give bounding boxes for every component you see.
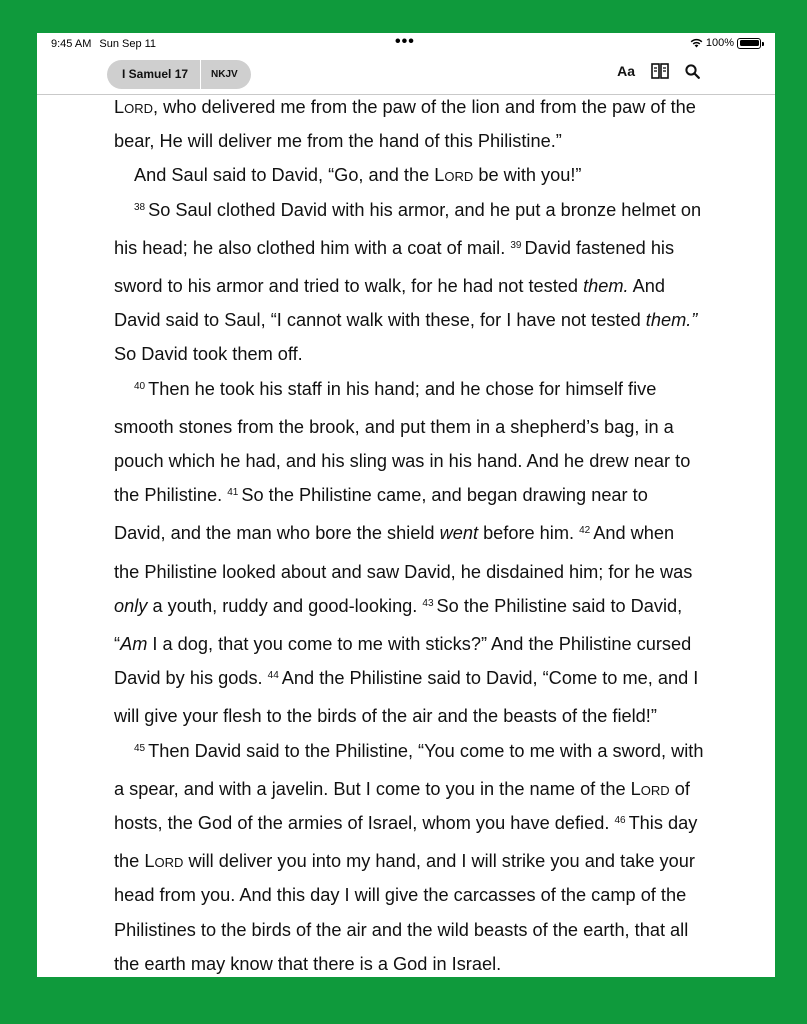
lord-text: Lord bbox=[434, 165, 474, 186]
battery-icon bbox=[737, 38, 761, 49]
passage-text: before him. bbox=[483, 523, 575, 544]
lord-text: Lord bbox=[630, 778, 670, 799]
paragraph bbox=[114, 734, 704, 977]
scripture-text bbox=[114, 90, 704, 977]
verse-number-42[interactable]: 42 bbox=[579, 525, 591, 537]
passage-text: who delivered me from the paw of the lion and from the paw of the bear, He will deliver me from the hand of this Philistine.” bbox=[114, 97, 696, 152]
book-chapter-button[interactable]: I Samuel 17 bbox=[107, 60, 201, 89]
text-size-icon[interactable]: Aa bbox=[617, 63, 635, 79]
verse-number-46[interactable]: 46 bbox=[614, 815, 626, 827]
passage-text: I a dog, that you come to me with sticks?” And the Philistine cursed David by his gods. bbox=[114, 634, 692, 689]
verse-number-43[interactable]: 43 bbox=[422, 597, 434, 609]
multitasking-dots[interactable]: ••• bbox=[395, 33, 415, 50]
paragraph bbox=[114, 372, 704, 734]
passage-selector bbox=[107, 60, 251, 89]
lord-text: Lord bbox=[144, 851, 184, 872]
verse-number-45[interactable]: 45 bbox=[134, 742, 146, 754]
verse-number-38[interactable]: 38 bbox=[134, 201, 146, 213]
wifi-icon bbox=[690, 38, 703, 48]
italic-text: went bbox=[439, 523, 478, 544]
passage-text: So Saul clothed David with his armor, and he put a bronze helmet on his head; he also clothed him with a coat of mail. bbox=[114, 199, 702, 258]
passage-text: And when the Philistine looked about and saw David, he disdained him; for he was bbox=[114, 523, 693, 582]
status-date: Sun Sep 11 bbox=[99, 38, 157, 50]
device-screen bbox=[37, 33, 775, 977]
passage-text: So David took them off. bbox=[114, 344, 303, 365]
passage-text: This day the bbox=[114, 813, 698, 872]
passage-text: a youth, ruddy and good-looking. bbox=[152, 595, 418, 616]
italic-text: them.” bbox=[645, 310, 698, 331]
search-icon[interactable] bbox=[685, 64, 700, 79]
reader-toolbar bbox=[37, 55, 775, 95]
toolbar-actions bbox=[617, 63, 700, 79]
passage-text: So the Philistine came, and began drawing near to David, and the man who bore the shield bbox=[114, 485, 648, 544]
paragraph bbox=[114, 158, 704, 192]
verse-number-41[interactable]: 41 bbox=[227, 487, 239, 499]
italic-text: Am bbox=[120, 634, 148, 655]
italic-text: them. bbox=[583, 276, 629, 297]
status-time: 9:45 AM bbox=[51, 38, 92, 50]
passage-text: Then David said to the Philistine, “You come to me with a sword, with a spear, and with a javelin. But I come to you in the name of the bbox=[114, 740, 704, 799]
status-indicators bbox=[690, 37, 761, 49]
passage-text: And the Philistine said to David, “Come to me, and I will give your flesh to the birds of the air and the beasts of the field!” bbox=[114, 668, 699, 727]
italic-text: only bbox=[114, 595, 148, 616]
status-time-date bbox=[51, 38, 164, 50]
passage-text: And David said to Saul, “I cannot walk with these, for I have not tested bbox=[114, 276, 666, 331]
verse-number-44[interactable]: 44 bbox=[267, 670, 279, 682]
passage-text: So the Philistine said to David, “ bbox=[114, 595, 683, 655]
verse-number-40[interactable]: 40 bbox=[134, 380, 146, 392]
passage-text: Then he took his staff in his hand; and he chose for himself five smooth stones from the brook, and put them in a shepherd’s bag, in a pouch which he had, and his sling was in his hand. And he drew near to the Philistine. bbox=[114, 378, 691, 506]
version-button[interactable]: NKJV bbox=[211, 69, 238, 80]
verse-number-39[interactable]: 39 bbox=[510, 239, 522, 251]
library-icon[interactable] bbox=[651, 63, 669, 79]
passage-text: And Saul said to David, “Go, and the bbox=[134, 165, 430, 186]
passage-text: be with you!” bbox=[478, 165, 582, 186]
passage-text: of hosts, the God of the armies of Israel, whom you have defied. bbox=[114, 778, 690, 834]
paragraph bbox=[114, 193, 704, 372]
paragraph: Lord, who delivered me from the paw of the lion and from the paw of the bear, He will deliver me from the hand of this Philistine.” bbox=[114, 97, 696, 152]
passage-text: will deliver you into my hand, and I will strike you and take your head from you. And this day I will give the carcasses of the camp of the Philistines to the birds of the air and the wild beasts of the earth, that all the earth may know that there is a God in Israel. bbox=[114, 851, 695, 974]
status-bar bbox=[37, 33, 775, 55]
passage-text: David fastened his sword to his armor and tried to walk, for he had not tested bbox=[114, 237, 675, 297]
battery-percent: 100% bbox=[705, 37, 734, 49]
lord-text: Lord bbox=[114, 97, 154, 117]
